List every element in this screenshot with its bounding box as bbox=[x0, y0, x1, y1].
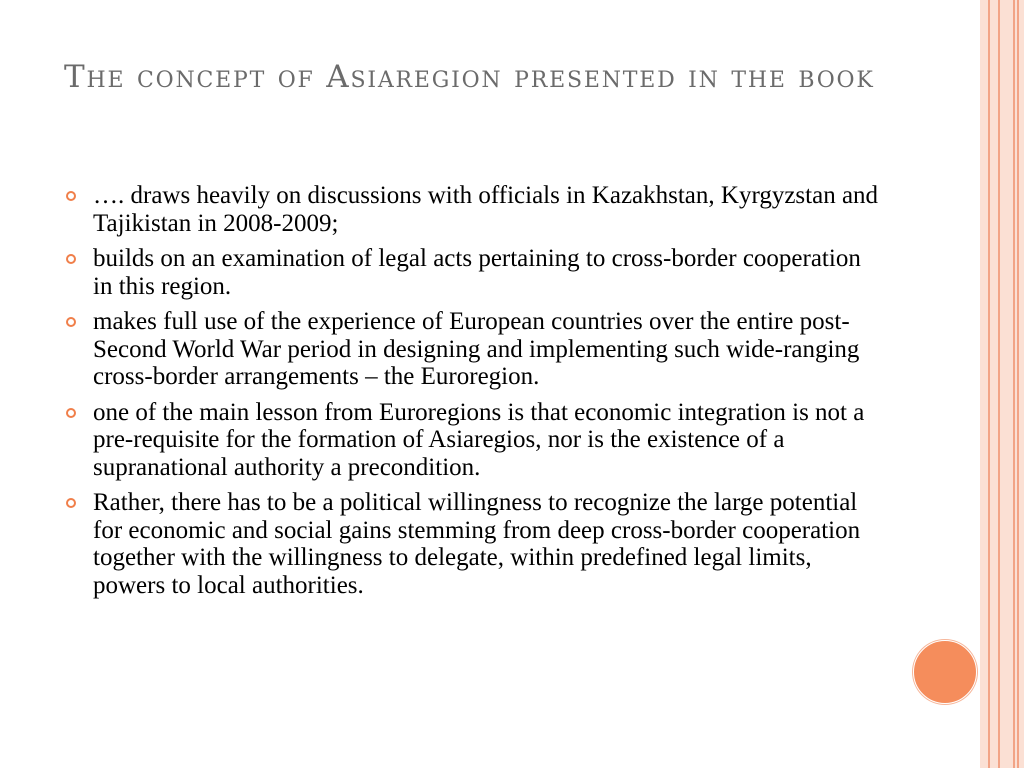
stripe-line bbox=[988, 0, 990, 768]
ring-bullet-icon bbox=[66, 254, 76, 264]
bullet-item bbox=[64, 489, 886, 599]
bullet-text: Rather, there has to be a political willingness to recognize the large potential for economic and social gains stemming from deep cross-border cooperation together with the willingness to delegate, within predefined legal limits, powers to local authorities. bbox=[93, 489, 861, 599]
bullet-text: builds on an examination of legal acts pertaining to cross-border cooperation in this region. bbox=[93, 245, 861, 300]
bullet-text: …. draws heavily on discussions with officials in Kazakhstan, Kyrgyzstan and Tajikistan in 2008-2009; bbox=[93, 182, 879, 237]
bullet-item bbox=[64, 245, 886, 300]
stripe-line bbox=[1017, 0, 1019, 768]
stripe-line bbox=[1013, 0, 1015, 768]
bullet-text: makes full use of the experience of European countries over the entire post-Second World War period in designing and implementing such wide-ranging cross-border arrangements – the Euroregion. bbox=[93, 308, 860, 390]
slide-title: The concept of Asiaregion presented in the book bbox=[64, 59, 875, 95]
bullet-text: one of the main lesson from Euroregions is that economic integration is not a pre-requisite for the formation of Asiaregios, nor is the existence of a supranational authority a precondition. bbox=[93, 398, 865, 481]
bullet-item bbox=[64, 399, 886, 482]
ring-bullet-icon bbox=[66, 191, 76, 201]
bullet-item bbox=[64, 308, 886, 391]
bullet-list bbox=[64, 182, 886, 607]
stripe-line bbox=[998, 0, 1000, 768]
bullet-item bbox=[64, 182, 886, 237]
ring-bullet-icon bbox=[66, 498, 76, 508]
ring-bullet-icon bbox=[66, 408, 76, 418]
ring-bullet-icon bbox=[66, 317, 76, 327]
orange-circle-decoration bbox=[913, 640, 977, 704]
